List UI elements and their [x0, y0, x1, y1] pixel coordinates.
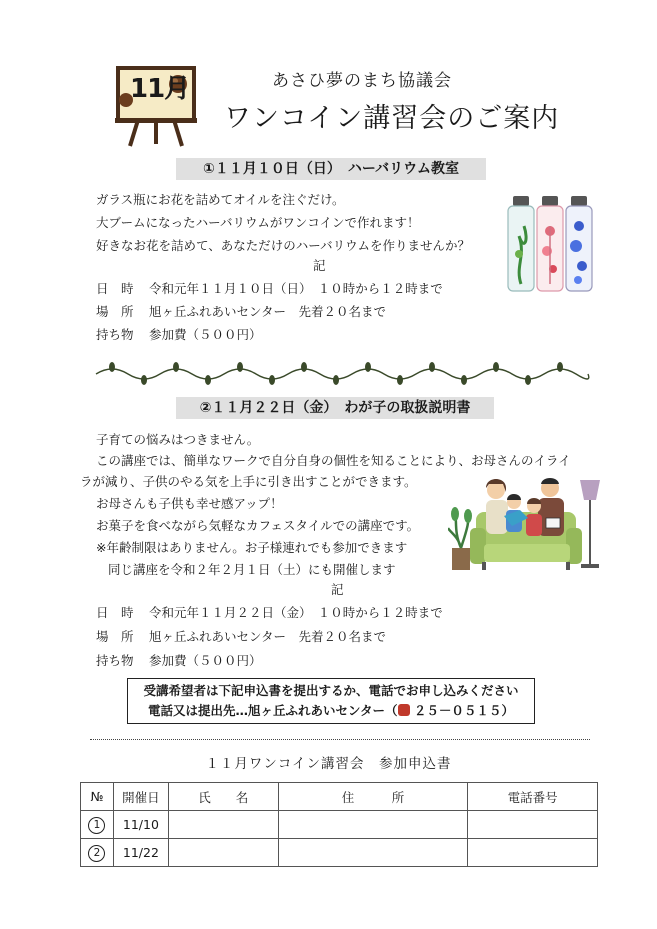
column-header-phone: 電話番号: [468, 783, 598, 811]
notice-line1: 受講希望者は下記申込書を提出するか、電話でお申し込みください: [143, 683, 519, 698]
section2-intro-line: ラが減り、子供のやる気を上手に引き出すことができます。: [80, 474, 417, 489]
application-form-title: １１月ワンコイン講習会 参加申込書: [205, 756, 452, 772]
vine-divider: [92, 360, 592, 386]
column-header-address: 住 所: [278, 783, 468, 811]
page-title: ワンコイン講習会のご案内: [224, 103, 560, 134]
section1-detail-value: 旭ヶ丘ふれあいセンター 先着２０名まで: [149, 304, 387, 319]
row-date-cell: 11/22: [113, 839, 168, 867]
row-number: 1: [88, 817, 105, 834]
section1-ki: 記: [313, 258, 326, 273]
organization-name: あさひ夢のまち協議会: [272, 71, 452, 91]
section1-detail-value: 参加費（５００円）: [149, 327, 262, 342]
notice-contact-text: 電話又は提出先…旭ヶ丘ふれあいセンター（: [148, 703, 398, 718]
notice-phone-number: ２５－０５１５: [413, 703, 502, 718]
table-row: [81, 811, 598, 839]
family-sofa-illustration: [448, 470, 608, 578]
section2-detail-label: 場 所: [96, 629, 134, 644]
section1-detail-label: 持ち物: [96, 327, 134, 342]
section1-heading: ①１１月１０日（日） ハーバリウム教室: [176, 158, 486, 180]
column-header-no: №: [81, 783, 114, 811]
phone-entry-cell[interactable]: [468, 811, 598, 839]
section2-intro-line: この講座では、簡単なワークで自分自身の個性を知ることにより、お母さんのイライ: [96, 453, 571, 468]
application-form-table: [80, 782, 598, 867]
name-entry-cell[interactable]: [168, 839, 278, 867]
section2-detail-value: 参加費（５００円）: [149, 653, 262, 668]
table-row: [81, 839, 598, 867]
row-date-cell: 11/10: [113, 811, 168, 839]
section1-intro-line: 好きなお花を詰めて、あなただけのハーバリウムを作りませんか？: [96, 238, 471, 253]
name-entry-cell[interactable]: [168, 811, 278, 839]
notice-close-paren: ）: [501, 703, 514, 718]
section2-intro-line: 同じ講座を令和２年２月１日（土）にも開催します: [108, 562, 396, 577]
section2-intro-line: 子育ての悩みはつきません。: [96, 432, 260, 447]
herbarium-bottles-illustration: [500, 196, 600, 296]
phone-entry-cell[interactable]: [468, 839, 598, 867]
section2-intro-line: お母さんも子供も幸せ感アップ！: [96, 496, 283, 511]
notice-line2: [128, 701, 534, 721]
address-entry-cell[interactable]: [278, 839, 468, 867]
section2-intro-line: お菓子を食べながら気軽なカフェスタイルでの講座です。: [96, 518, 420, 533]
section2-detail-value: 令和元年１１月２２日（金） １０時から１２時まで: [149, 605, 443, 620]
phone-icon: [398, 704, 410, 716]
column-header-date: 開催日: [113, 783, 168, 811]
section2-heading: ②１１月２２日（金） わが子の取扱説明書: [176, 397, 494, 419]
section1-intro-line: 大ブームになったハーバリウムがワンコインで作れます！: [96, 215, 420, 230]
easel-month-label: 11月: [130, 74, 190, 104]
section2-detail-label: 日 時: [96, 605, 134, 620]
application-notice-box: [127, 678, 535, 724]
row-number-cell: [81, 839, 114, 867]
section1-detail-value: 令和元年１１月１０日（日） １０時から１２時まで: [149, 281, 443, 296]
cut-line-divider: [90, 739, 590, 740]
section2-ki: 記: [331, 582, 344, 597]
address-entry-cell[interactable]: [278, 811, 468, 839]
row-number: 2: [88, 845, 105, 862]
section2-intro-line: ※年齢制限はありません。お子様連れでも参加できます: [96, 540, 408, 555]
section2-detail-value: 旭ヶ丘ふれあいセンター 先着２０名まで: [149, 629, 387, 644]
section2-detail-label: 持ち物: [96, 653, 134, 668]
section1-detail-label: 場 所: [96, 304, 134, 319]
section1-intro-line: ガラス瓶にお花を詰めてオイルを注ぐだけ。: [96, 192, 345, 207]
column-header-name: 氏 名: [168, 783, 278, 811]
row-number-cell: [81, 811, 114, 839]
table-header-row: [81, 783, 598, 811]
section1-detail-label: 日 時: [96, 281, 134, 296]
